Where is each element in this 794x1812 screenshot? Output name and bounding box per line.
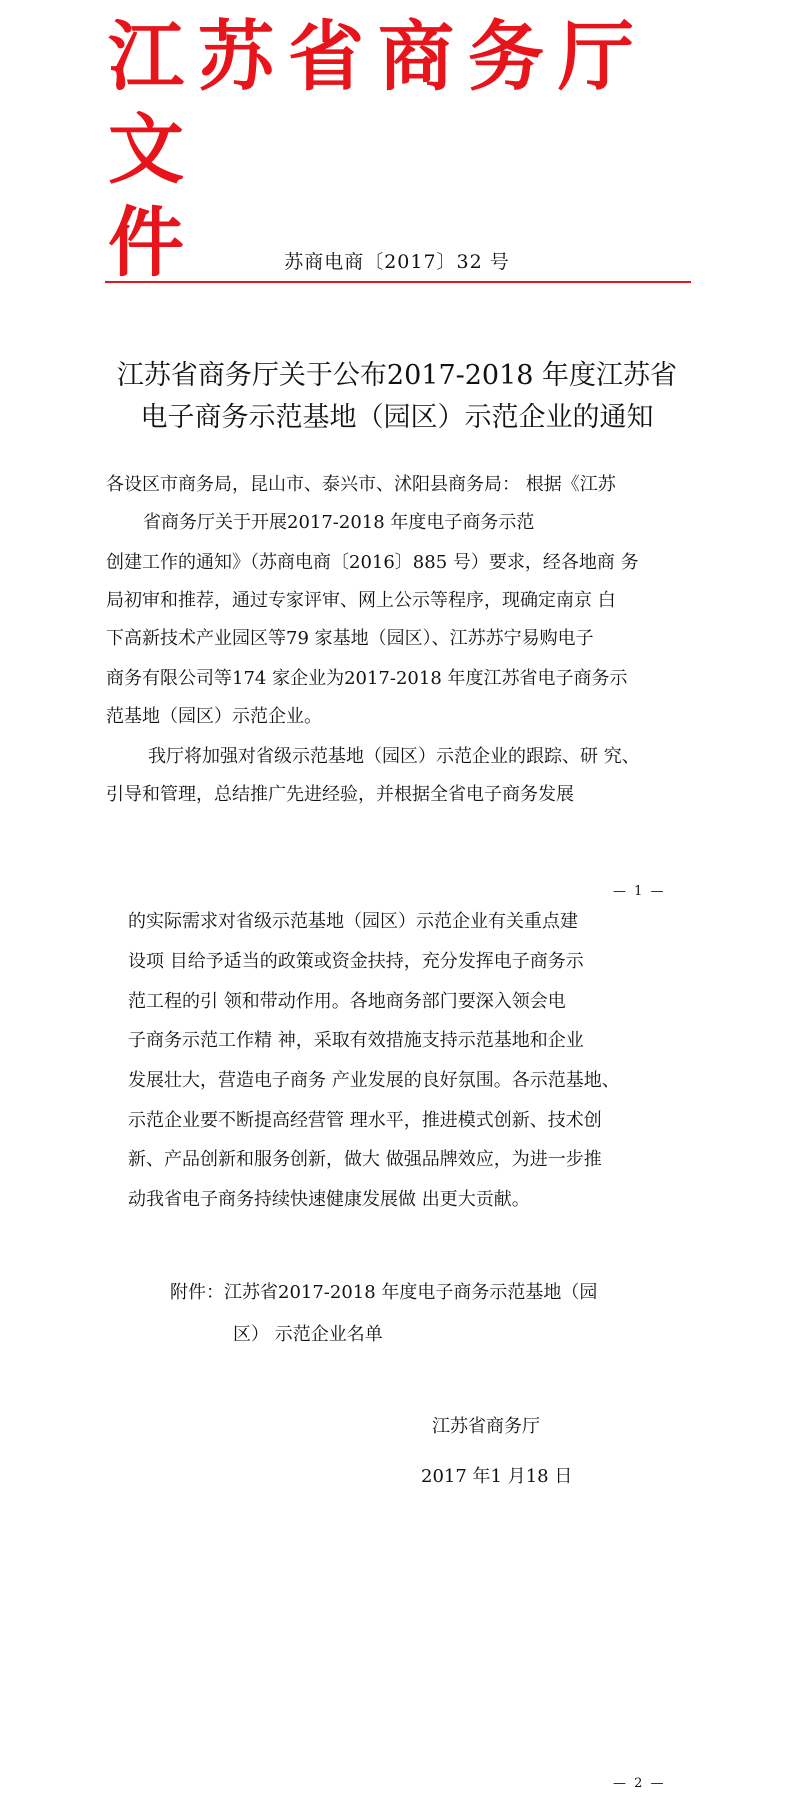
body-line: 发展壮大，营造电子商务 产业发展的良好氛围。各示范基地、 [128, 1070, 620, 1091]
signature-issuer: 江苏省商务厅 [432, 1416, 540, 1437]
body-line: 省商务厅关于开展2017-2018 年度电子商务示范 [143, 512, 535, 533]
body-line: 创建工作的通知》（苏商电商〔2016〕885 号）要求，经各地商 务 [106, 552, 639, 573]
body-line: 子商务示范工作精 神，采取有效措施支持示范基地和企业 [128, 1030, 584, 1051]
body-line: 商务有限公司等174 家企业为2017-2018 年度江苏省电子商务示 [106, 668, 628, 689]
attachment-line-2: 区） 示范企业名单 [233, 1324, 383, 1345]
page-number-2: — 2 — [613, 1776, 666, 1791]
body-line: 下高新技术产业园区等79 家基地（园区）、江苏苏宁易购电子 [106, 628, 594, 649]
body-line: 范工程的引 领和带动作用。各地商务部门要深入领会电 [128, 991, 566, 1012]
body-line: 的实际需求对省级示范基地（园区）示范企业有关重点建 [128, 911, 578, 932]
red-divider-line [105, 281, 691, 283]
body-line: 范基地（园区）示范企业。 [106, 706, 322, 727]
document-number: 苏商电商〔2017〕32 号 [284, 251, 510, 273]
body-line: 局初审和推荐，通过专家评审、网上公示等程序，现确定南京 白 [106, 590, 616, 611]
body-line: 设项 目给予适当的政策或资金扶持，充分发挥电子商务示 [128, 951, 584, 972]
body-line: 新、产品创新和服务创新，做大 做强品牌效应，为进一步推 [128, 1149, 602, 1170]
body-line: 各设区市商务局，昆山市、泰兴市、沭阳县商务局： 根据《江苏 [106, 474, 616, 495]
notice-title-line-2: 电子商务示范基地（园区）示范企业的通知 [140, 402, 654, 433]
notice-title-line-1: 江苏省商务厅关于公布2017-2018 年度江苏省 [116, 360, 678, 391]
body-line: 动我省电子商务持续快速健康发展做 出更大贡献。 [128, 1189, 530, 1210]
body-line: 我厅将加强对省级示范基地（园区）示范企业的跟踪、研 究、 [148, 746, 640, 767]
issue-date: 2017 年1 月18 日 [421, 1466, 573, 1487]
body-line: 示范企业要不断提高经营管 理水平，推进模式创新、技术创 [128, 1110, 602, 1131]
page-number-1: — 1 — [613, 884, 666, 899]
body-line: 引导和管理，总结推广先进经验，并根据全省电子商务发展 [106, 784, 574, 805]
header-title-line-1: 江苏省商务厅文 [108, 12, 648, 194]
notice-title [60, 355, 734, 439]
attachment-line-1: 附件：江苏省2017-2018 年度电子商务示范基地（园 [170, 1282, 598, 1303]
header-title-line-2: 件 [108, 198, 198, 287]
